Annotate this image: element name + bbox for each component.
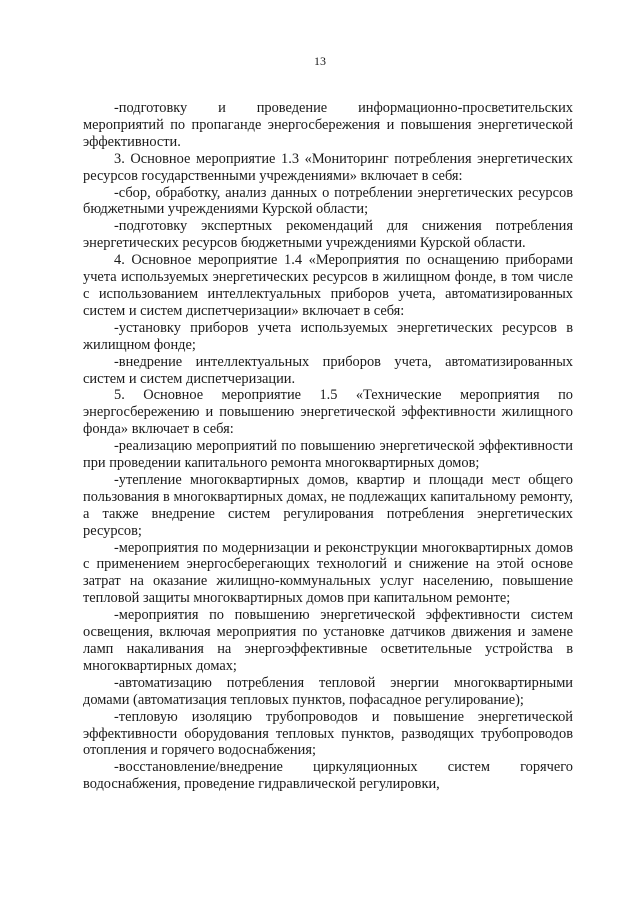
paragraph: -утепление многоквартирных домов, квартир и площади мест общего пользования в многоквартирных домах, не подлежащих капитальному ремонту, а также внедрение систем регулирования потребления энергетических ресурсов; (83, 471, 573, 539)
paragraph: -восстановление/внедрение циркуляционных систем горячего водоснабжения, проведение гидравлической регулировки, (83, 759, 573, 793)
paragraph: -установку приборов учета используемых энергетических ресурсов в жилищном фонде; (83, 319, 573, 353)
paragraph: -тепловую изоляцию трубопроводов и повышение энергетической эффективности оборудования тепловых пунктов, разводящих трубопроводов отопления и горячего водоснабжения; (83, 708, 573, 759)
paragraph: -мероприятия по повышению энергетической эффективности систем освещения, включая мероприятия по установке датчиков движения и замене ламп накаливания на энергоэффективные осветительные устройства в многоквартирных домах; (83, 607, 573, 674)
paragraph: 4. Основное мероприятие 1.4 «Мероприятия по оснащению приборами учета используемых энергетических ресурсов в жилищном фонде, в том числе с использованием интеллектуальных приборов учета, автоматизированных систем и систем диспетчеризации» включает в себя: (83, 252, 573, 319)
paragraph: 3. Основное мероприятие 1.3 «Мониторинг потребления энергетических ресурсов государственными учреждениями» включает в себя: (83, 150, 573, 184)
paragraph: -автоматизацию потребления тепловой энергии многоквартирными домами (автоматизация тепловых пунктов, пофасадное регулирование); (83, 674, 573, 708)
paragraph: -подготовку экспертных рекомендаций для снижения потребления энергетических ресурсов бюджетными учреждениями Курской области. (83, 218, 573, 252)
paragraph: -сбор, обработку, анализ данных о потреблении энергетических ресурсов бюджетными учреждениями Курской области; (83, 184, 573, 218)
paragraph: -мероприятия по модернизации и реконструкции многоквартирных домов с применением энергосберегающих технологий и снижение на этой основе затрат на оказание жилищно-коммунальных услуг населению, повышение тепловой защиты многоквартирных домов при капитальном ремонте; (83, 539, 573, 607)
paragraph: -внедрение интеллектуальных приборов учета, автоматизированных систем и систем диспетчеризации. (83, 353, 573, 387)
document-body (83, 100, 573, 793)
paragraph: 5. Основное мероприятие 1.5 «Технические мероприятия по энергосбережению и повышению энергетической эффективности жилищного фонда» включает в себя: (83, 387, 573, 438)
paragraph: -реализацию мероприятий по повышению энергетической эффективности при проведении капитального ремонта многоквартирных домов; (83, 438, 573, 472)
paragraph: -подготовку и проведение информационно-просветительских мероприятий по пропаганде энергосбережения и повышения энергетической эффективности. (83, 100, 573, 150)
page-number: 13 (314, 54, 326, 68)
